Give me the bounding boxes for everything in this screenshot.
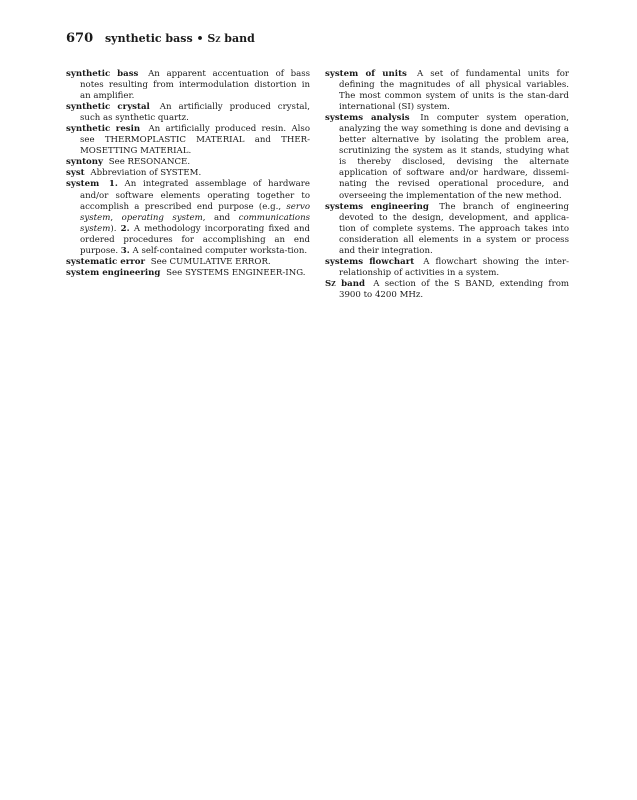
entry-definition: An artificially produced resin. Also see THERMOPLASTIC MATERIAL and THER-MOSETTING MATERIAL. [80, 124, 311, 157]
entry-term: syntony [66, 157, 104, 168]
entry-sz-band [325, 279, 569, 301]
entry-syst [66, 168, 310, 179]
entry-definition: A section of the S BAND, extending from 3900 to 4200 MHz. [339, 278, 570, 300]
entry-term: syst [66, 168, 85, 179]
entry-synthetic-bass [66, 69, 310, 102]
entry-term: system [66, 179, 100, 190]
entry-definition: An artificially produced crystal, such as synthetic quartz. [80, 102, 311, 124]
entry-definition: See CUMULATIVE ERROR. [150, 256, 271, 267]
example-term: operating system [121, 212, 203, 223]
entry-systems-analysis [325, 113, 569, 201]
entry-term: synthetic crystal [66, 102, 150, 113]
example-term: communications system [80, 212, 311, 234]
running-header [66, 31, 255, 46]
entry-term: system engineering [66, 267, 161, 278]
entry-term: system of units [325, 69, 407, 79]
entry-system: system 1. An integrated assemblage of hardware and/or software elements operating together to accomplish a prescribed end purpose (e.g., servo system, operating system, and communications system). 2. A methodology incorporating fixed and ordered procedures for accomplishing an end purpose. 3. A self-contained computer worksta-tion. [66, 179, 311, 256]
entry-definition: A flowchart showing the inter-relationship of activities in a system. [339, 256, 569, 278]
sense-number: 1. [108, 179, 118, 190]
entry-term: systems flowchart [325, 256, 415, 267]
entry-definition: See SYSTEMS ENGINEER-ING. [166, 267, 306, 278]
running-head-bullet: • [196, 32, 204, 45]
left-column [66, 69, 310, 279]
entry-term: SZ band [325, 278, 365, 289]
entry-definition: See RESONANCE. [108, 157, 191, 168]
entry-systematic-error [66, 257, 310, 268]
entry-term: synthetic resin [66, 124, 141, 135]
entry-definition: Abbreviation of SYSTEM. [90, 168, 202, 179]
entry-synthetic-resin [66, 124, 310, 157]
entry-systems-engineering [325, 202, 569, 257]
example-term: servo system [80, 201, 310, 223]
sense-number: 2. [120, 223, 130, 234]
entry-term: systems engineering [325, 201, 429, 212]
running-head-first-term: synthetic bass [104, 32, 193, 45]
entry-definition: The branch of engineering devoted to the design, development, and applica-tion of complete systems. The approach takes into consideration all elements in a system or process and their integration. [339, 201, 569, 256]
entry-systems-flowchart [325, 257, 569, 279]
entry-definition: In computer system operation, analyzing the way something is done and devising a better alternative by isolating the problem area, scrutinizing the system as it stands, studying what is thereby disclosed, devising the alternate application of software and/or hardware, dissemi-nating the revised operational procedure, and overseeing the implementation of the new method. [339, 113, 569, 201]
running-head-last-term: SZ band [207, 32, 255, 45]
entry-synthetic-crystal [66, 102, 310, 124]
sense-number: 3. [120, 245, 130, 256]
entry-term: systematic error [66, 256, 146, 267]
entry-definition: A set of fundamental units for defining the magnitudes of all physical variables. The most common system of units is the stan-dard international (SI) system. [339, 69, 570, 113]
entry-syntony [66, 157, 310, 168]
page-number: 670 [66, 31, 94, 46]
entry-term: systems analysis [325, 113, 410, 124]
entry-term: synthetic bass [66, 69, 139, 79]
entry-system-of-units [325, 69, 569, 113]
right-column [325, 69, 569, 301]
entry-system-engineering [66, 268, 310, 279]
entry-definition: An apparent accentuation of bass notes resulting from intermodulation distortion in an amplifier. [80, 69, 311, 102]
